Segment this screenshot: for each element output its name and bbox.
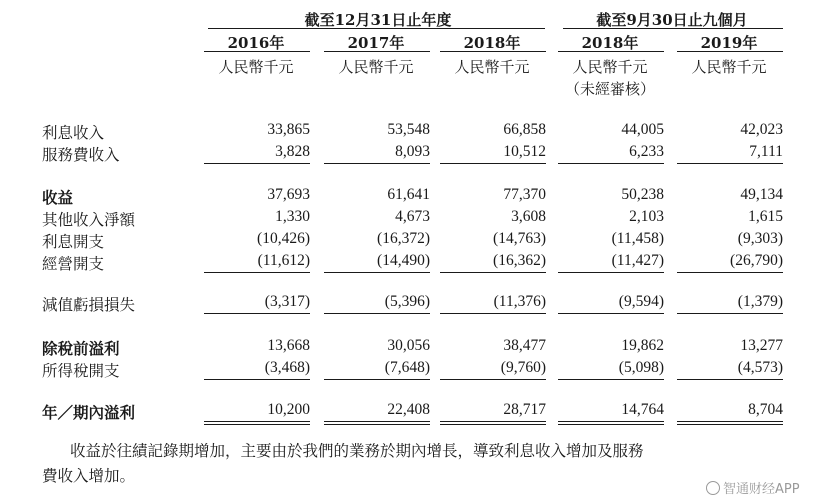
- table-cell: 3,828: [275, 143, 310, 160]
- table-cell: 49,134: [740, 186, 783, 203]
- table-cell: (7,648): [384, 359, 430, 376]
- subtotal-rule: [440, 313, 546, 314]
- total-double-rule: [324, 421, 430, 422]
- table-cell: (11,612): [257, 252, 310, 269]
- table-cell: 50,238: [621, 186, 664, 203]
- subtotal-rule: [677, 272, 783, 273]
- total-double-rule: [440, 421, 546, 422]
- table-cell: (9,303): [737, 230, 783, 247]
- table-cell: (11,458): [611, 230, 664, 247]
- table-cell: 8,093: [395, 143, 430, 160]
- table-cell: 10,512: [503, 143, 546, 160]
- group-header-interim-rule: [563, 28, 783, 29]
- table-cell: 19,862: [621, 337, 664, 354]
- table-cell: (9,760): [500, 359, 546, 376]
- column-year-4: 2018年: [581, 34, 639, 52]
- subtotal-rule: [558, 272, 664, 273]
- total-double-rule: [204, 424, 310, 425]
- table-cell: 61,641: [387, 186, 430, 203]
- table-cell: (26,790): [730, 252, 783, 269]
- summary-paragraph-line-2: 費收入增加。: [42, 467, 136, 485]
- subtotal-rule: [324, 379, 430, 380]
- total-double-rule: [677, 421, 783, 422]
- table-cell: 53,548: [387, 121, 430, 138]
- row-label: 利息開支: [42, 233, 105, 251]
- column-note-4: （未經審核）: [564, 80, 655, 98]
- table-cell: 77,370: [503, 186, 546, 203]
- watermark-text: 智通财经APP: [723, 482, 800, 497]
- total-double-rule: [204, 421, 310, 422]
- subtotal-rule: [440, 379, 546, 380]
- table-cell: (10,426): [257, 230, 310, 247]
- subtotal-rule: [558, 379, 664, 380]
- column-year-underline-4: [558, 51, 664, 52]
- column-unit-2: 人民幣千元: [338, 58, 414, 76]
- column-unit-4: 人民幣千元: [572, 58, 648, 76]
- table-cell: 13,277: [740, 337, 783, 354]
- group-header-interim: 截至9月30日止九個月: [596, 11, 748, 29]
- subtotal-rule: [324, 163, 430, 164]
- subtotal-rule: [204, 163, 310, 164]
- table-cell: (3,317): [264, 293, 310, 310]
- subtotal-rule: [204, 272, 310, 273]
- watermark-icon: [706, 481, 720, 495]
- column-year-3: 2018年: [463, 34, 521, 52]
- table-cell: (16,372): [377, 230, 430, 247]
- table-cell: (5,396): [384, 293, 430, 310]
- column-year-5: 2019年: [700, 34, 758, 52]
- column-year-underline-3: [440, 51, 546, 52]
- table-cell: 2,103: [629, 208, 664, 225]
- subtotal-rule: [204, 313, 310, 314]
- table-cell: 10,200: [267, 401, 310, 418]
- summary-paragraph-line-1: 收益於往績記錄期增加，主要由於我們的業務於期內增長，導致利息收入增加及服務: [70, 442, 644, 460]
- table-cell: 13,668: [267, 337, 310, 354]
- row-label: 其他收入淨額: [42, 211, 136, 229]
- table-cell: 4,673: [395, 208, 430, 225]
- column-year-1: 2016年: [227, 34, 285, 52]
- column-year-2: 2017年: [347, 34, 405, 52]
- watermark-logo: [706, 478, 800, 497]
- table-cell: 14,764: [621, 401, 664, 418]
- table-cell: (3,468): [264, 359, 310, 376]
- row-label: 減值虧損損失: [42, 296, 136, 314]
- total-double-rule: [440, 424, 546, 425]
- row-label: 所得稅開支: [42, 362, 120, 380]
- column-unit-1: 人民幣千元: [218, 58, 294, 76]
- table-cell: 1,615: [748, 208, 783, 225]
- table-cell: (5,098): [618, 359, 664, 376]
- row-label: 年／期內溢利: [42, 403, 136, 422]
- row-label: 服務費收入: [42, 146, 120, 164]
- subtotal-rule: [677, 379, 783, 380]
- subtotal-rule: [558, 313, 664, 314]
- column-year-underline-1: [204, 51, 310, 52]
- table-cell: 33,865: [267, 121, 310, 138]
- row-label: 經營開支: [42, 255, 105, 273]
- column-year-underline-2: [324, 51, 430, 52]
- table-cell: 3,608: [511, 208, 546, 225]
- subtotal-rule: [558, 163, 664, 164]
- total-double-rule: [558, 421, 664, 422]
- row-label: 除稅前溢利: [42, 339, 120, 358]
- total-double-rule: [677, 424, 783, 425]
- table-cell: 1,330: [275, 208, 310, 225]
- group-header-annual-rule: [208, 28, 545, 29]
- table-cell: 42,023: [740, 121, 783, 138]
- column-unit-3: 人民幣千元: [454, 58, 530, 76]
- table-cell: (11,427): [611, 252, 664, 269]
- table-cell: (1,379): [737, 293, 783, 310]
- subtotal-rule: [204, 379, 310, 380]
- table-cell: 66,858: [503, 121, 546, 138]
- table-cell: 30,056: [387, 337, 430, 354]
- table-cell: (11,376): [493, 293, 546, 310]
- table-cell: 6,233: [629, 143, 664, 160]
- table-cell: 22,408: [387, 401, 430, 418]
- table-cell: (14,763): [493, 230, 546, 247]
- column-unit-5: 人民幣千元: [691, 58, 767, 76]
- row-label: 收益: [42, 188, 74, 207]
- table-cell: 7,111: [749, 143, 783, 160]
- subtotal-rule: [677, 163, 783, 164]
- column-year-underline-5: [677, 51, 783, 52]
- subtotal-rule: [440, 272, 546, 273]
- table-cell: 8,704: [748, 401, 783, 418]
- table-cell: 38,477: [503, 337, 546, 354]
- table-cell: 37,693: [267, 186, 310, 203]
- table-cell: (16,362): [493, 252, 546, 269]
- table-cell: (4,573): [737, 359, 783, 376]
- table-cell: (9,594): [618, 293, 664, 310]
- table-cell: 28,717: [503, 401, 546, 418]
- subtotal-rule: [440, 163, 546, 164]
- total-double-rule: [324, 424, 430, 425]
- table-cell: (14,490): [377, 252, 430, 269]
- table-cell: 44,005: [621, 121, 664, 138]
- subtotal-rule: [677, 313, 783, 314]
- group-header-annual: 截至12月31日止年度: [304, 11, 452, 29]
- subtotal-rule: [324, 313, 430, 314]
- subtotal-rule: [324, 272, 430, 273]
- total-double-rule: [558, 424, 664, 425]
- row-label: 利息收入: [42, 124, 105, 142]
